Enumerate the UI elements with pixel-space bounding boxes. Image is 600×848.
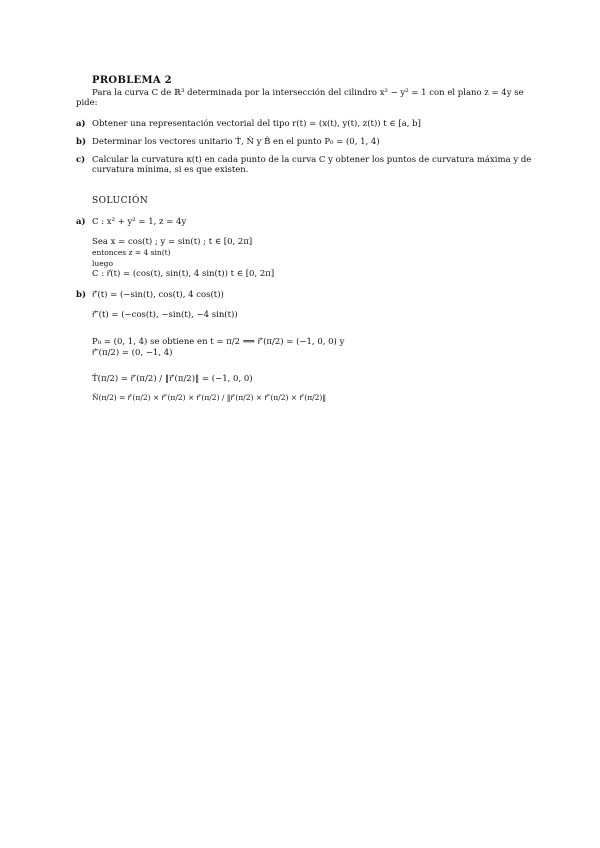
- item-b-label: b): [76, 137, 86, 147]
- solution-a-line-3: luego: [92, 259, 113, 268]
- solution-a-line-2: entonces z = 4 sin(t): [92, 248, 171, 257]
- solution-b-tangent-vector: T̂(π/2) = r⃗′(π/2) / ‖r⃗′(π/2)‖ = (−1, 0, 0): [92, 374, 253, 384]
- problem-statement-line-2: pide:: [76, 98, 98, 108]
- solution-b-second-derivative: r⃗″(t) = (−cos(t), −sin(t), −4 sin(t)): [92, 310, 238, 320]
- solution-b-normal-vector: N̂(π/2) = r⃗′(π/2) × r⃗″(π/2) × r⃗′(π/2) / ‖r⃗′(π/2) × r⃗″(π/2) × r⃗′(π/2)‖: [92, 393, 327, 402]
- item-b-text: Determinar los vectores unitario T̂, N̂ y B̂ en el punto P₀ = (0, 1, 4): [92, 137, 380, 147]
- solution-b-second-derivative-at-point: r⃗″(π/2) = (0, −1, 4): [92, 348, 173, 358]
- solution-b-point-evaluation: P₀ = (0, 1, 4) se obtiene en t = π/2 ⟹ r⃗′(π/2) = (−1, 0, 0) y: [92, 337, 345, 347]
- item-a-text: Obtener una representación vectorial del tipo r(t) = (x(t), y(t), z(t)) t ∈ [a, b]: [92, 119, 421, 129]
- solution-b-label: b): [76, 290, 86, 300]
- problem-statement-line-1: Para la curva C de ℝ³ determinada por la intersección del cilindro x² − y² = 1 con el plano z = 4y se: [92, 88, 524, 98]
- item-c-text-line-1: Calcular la curvatura κ(t) en cada punto de la curva C y obtener los puntos de curvatura máxima y de: [92, 155, 532, 165]
- item-c-text-line-2: curvatura mínima, si es que existen.: [92, 165, 249, 175]
- solution-a-line-1: Sea x = cos(t) ; y = sin(t) ; t ∈ [0, 2π]: [92, 237, 253, 247]
- solution-b-first-derivative: r⃗′(t) = (−sin(t), cos(t), 4 cos(t)): [92, 290, 224, 300]
- problem-title: PROBLEMA 2: [92, 75, 172, 86]
- solution-a-line-4: C : r⃗(t) = (cos(t), sin(t), 4 sin(t)) t ∈ [0, 2π]: [92, 269, 275, 279]
- solution-heading: SOLUCIÓN: [92, 196, 149, 206]
- item-c-label: c): [76, 155, 86, 165]
- solution-a-label: a): [76, 217, 86, 227]
- item-a-label: a): [76, 119, 86, 129]
- solution-a-curve-equation: C : x² + y² = 1, z = 4y: [92, 217, 187, 227]
